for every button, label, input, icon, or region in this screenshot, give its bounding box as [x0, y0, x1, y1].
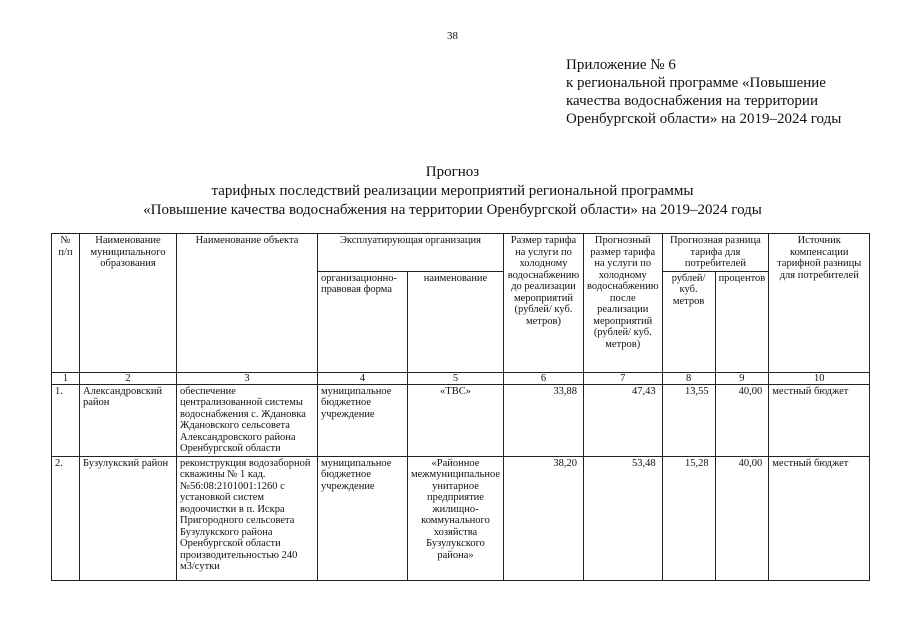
- appendix-line: к региональной программе «Повышение: [566, 75, 826, 91]
- appendix-line: качества водоснабжения на территории: [566, 93, 818, 109]
- tariff-forecast-table: [51, 233, 870, 581]
- header-tariff-before: Размер тарифа на услуги по холодному водоснабжению до реализации мероприятий (рублей/ куб. метров): [503, 234, 583, 373]
- row-org-form: муниципальное бюджетное учреждение: [318, 384, 408, 456]
- column-number: 9: [715, 372, 769, 384]
- row-municipality: Бузулукский район: [80, 456, 177, 580]
- column-number-row: [52, 372, 870, 384]
- row-diff-pct: 40,00: [715, 384, 769, 456]
- column-number: 6: [503, 372, 583, 384]
- row-object: реконструкция водозаборной скважины № 1 кад.№56:08:2101001:1260 с установкой систем водоочистки в п. Искра Пригородного сельсовета Бузулукского района Оренбургской области производительностью 240 м3/сутки: [177, 456, 318, 580]
- table-row: [52, 456, 870, 580]
- column-number: 7: [583, 372, 662, 384]
- row-org-name: «Районное межмуниципальное унитарное предприятие жилищно-коммунального хозяйства Бузулукского района»: [408, 456, 504, 580]
- header-row: [52, 234, 870, 272]
- row-org-form: муниципальное бюджетное учреждение: [318, 456, 408, 580]
- row-object: обеспечение централизованной системы водоснабжения с. Ждановка Ждановского сельсовета Александровского района Оренбургской области: [177, 384, 318, 456]
- row-org-name: «ТВС»: [408, 384, 504, 456]
- header-diff-rub: рублей/ куб. метров: [662, 271, 715, 372]
- column-number: 10: [769, 372, 870, 384]
- column-number: 5: [408, 372, 504, 384]
- row-tariff-before: 33,88: [503, 384, 583, 456]
- row-num: 1.: [52, 384, 80, 456]
- table-row: [52, 384, 870, 456]
- header-object: Наименование объекта: [177, 234, 318, 373]
- column-number: 3: [177, 372, 318, 384]
- header-operator: Эксплуатирующая организация: [318, 234, 504, 272]
- header-operator-name: наименование: [408, 271, 504, 372]
- header-tariff-after: Прогнозный размер тарифа на услуги по холодному водоснабжению после реализации мероприятий (рублей/ куб. метров): [583, 234, 662, 373]
- header-num: № п/п: [52, 234, 80, 373]
- row-municipality: Александровский район: [80, 384, 177, 456]
- row-tariff-after: 47,43: [583, 384, 662, 456]
- row-tariff-after: 53,48: [583, 456, 662, 580]
- header-tariff-diff: Прогнозная разница тарифа для потребителей: [662, 234, 769, 272]
- header-operator-form: организационно-правовая форма: [318, 271, 408, 372]
- row-diff-rub: 13,55: [662, 384, 715, 456]
- column-number: 8: [662, 372, 715, 384]
- row-diff-rub: 15,28: [662, 456, 715, 580]
- row-tariff-before: 38,20: [503, 456, 583, 580]
- header-municipality: Наименование муниципального образования: [80, 234, 177, 373]
- row-num: 2.: [52, 456, 80, 580]
- title-line: Прогноз: [425, 164, 480, 180]
- column-number: 4: [318, 372, 408, 384]
- header-compensation: Источник компенсации тарифной разницы для потребителей: [769, 234, 870, 373]
- column-number: 1: [52, 372, 80, 384]
- appendix-line: Оренбургской области» на 2019–2024 годы: [566, 111, 842, 127]
- row-source: местный бюджет: [769, 384, 870, 456]
- appendix-line: Приложение № 6: [566, 57, 676, 73]
- row-diff-pct: 40,00: [715, 456, 769, 580]
- document-title: [0, 163, 905, 220]
- title-line: «Повышение качества водоснабжения на территории Оренбургской области» на 2019–2024 годы: [143, 202, 762, 218]
- appendix-note: [566, 56, 841, 128]
- header-diff-pct: процентов: [715, 271, 769, 372]
- page-number: 38: [447, 30, 458, 42]
- title-line: тарифных последствий реализации мероприятий региональной программы: [211, 183, 694, 199]
- row-source: местный бюджет: [769, 456, 870, 580]
- column-number: 2: [80, 372, 177, 384]
